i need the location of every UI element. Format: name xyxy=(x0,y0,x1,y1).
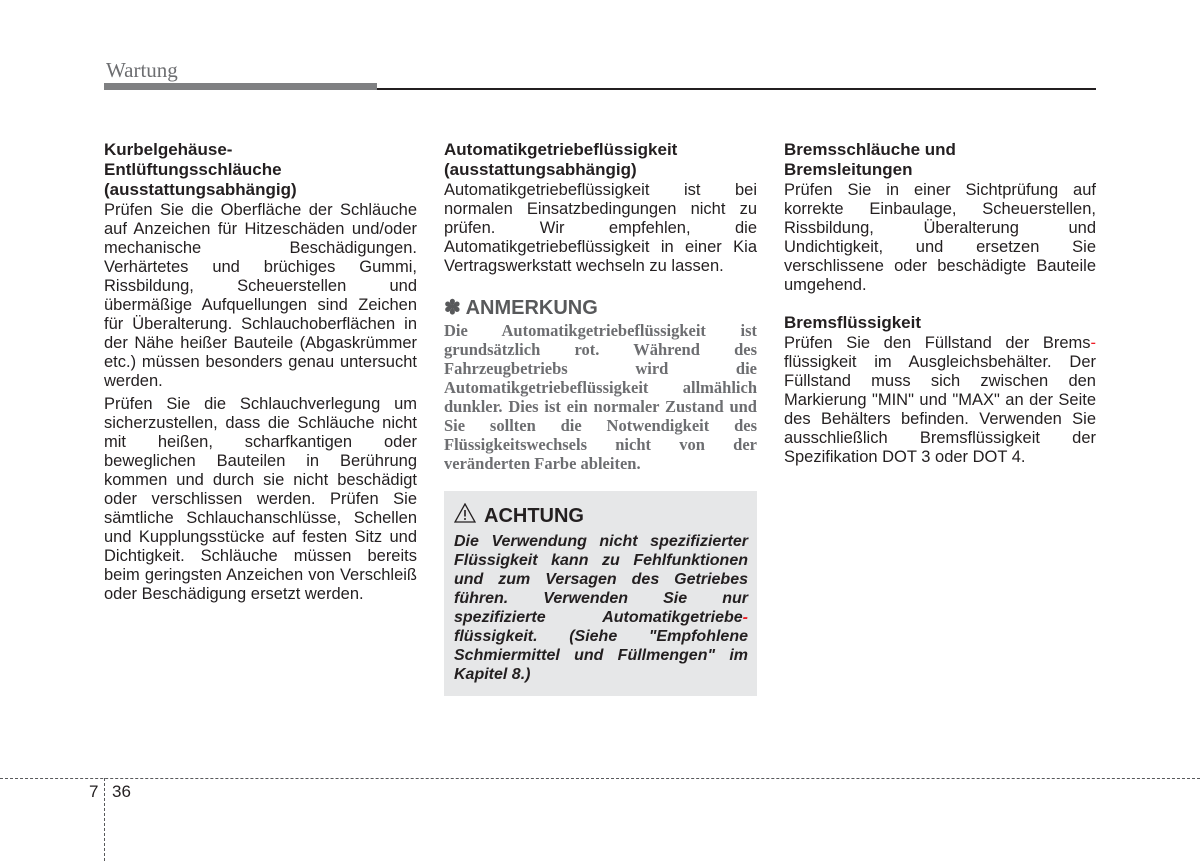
paragraph-brake-fluid: Prüfen Sie den Füllstand der Brems- flüssigkeit im Ausgleichsbehälter. Der Füllstand muss sich zwischen den Markierung "MIN" und "MAX" an der Seite des Behälters befinden. Verwenden Sie ausschließlich Bremsflüssigkeit der Spezifikation DOT 3 oder DOT 4. xyxy=(784,334,1096,466)
heading-brake-hoses: Bremsschläuche und Bremsleitungen xyxy=(784,140,956,179)
footer-dashed-divider xyxy=(104,778,105,861)
running-header: Wartung xyxy=(106,58,178,82)
caution-box xyxy=(444,491,757,696)
note-title: ✽ ANMERKUNG xyxy=(444,297,598,319)
hyphen-mark: - xyxy=(742,609,748,626)
column-1 xyxy=(104,140,417,608)
caution-body: Die Verwendung nicht spezifizierter Flüssigkeit kann zu Fehlfunktionen und zum Versagen des Getriebes führen. Verwenden Sie nur spezifizierte Automatikgetriebe- flüssigkeit. (Siehe "Empfohlene Schmiermittel und Füllmengen" im Kapitel 8.) xyxy=(454,533,748,683)
heading-crankcase-hoses: Kurbelgehäuse- Entlüftungsschläuche (ausstattungsabhängig) xyxy=(104,140,297,199)
note-body: Die Automatikgetriebeflüssigkeit ist grundsätzlich rot. Während des Fahrzeugbetriebs wird die Automatikgetriebeflüssigkeit allmählich dunkler. Dies ist ein normaler Zustand und Sie sollten die Notwendigkeit des Flüssigkeitswechsels nicht von der veränderten Farbe ableiten. xyxy=(444,321,757,473)
warning-triangle-icon xyxy=(454,503,476,528)
caution-title: ACHTUNG xyxy=(484,504,584,527)
chapter-number: 7 xyxy=(89,782,99,801)
paragraph-brake-hoses: Prüfen Sie in einer Sichtprüfung auf korrekte Einbaulage, Scheuerstellen, Rissbildung, Überalterung und Undichtigkeit, und ersetzen Sie verschlissene oder beschädigte Bauteile umgehend. xyxy=(784,181,1096,294)
heading-brake-fluid: Bremsflüssigkeit xyxy=(784,313,921,332)
heading-atf: Automatikgetriebeflüssigkeit (ausstattungsabhängig) xyxy=(444,140,678,179)
footer-dashed-rule xyxy=(0,778,1200,779)
page-number: 36 xyxy=(112,782,131,801)
paragraph-hose-surface: Prüfen Sie die Oberfläche der Schläuche auf Anzeichen für Hitzeschäden und/oder mechanische Beschädigungen. Verhärtetes und brüchiges Gummi, Rissbildung, Scheuerstellen und übermäßige Aufquellungen sind Zeichen für Überalterung. Schlauchoberflächen in der Nähe heißer Bauteile (Abgaskrümmer etc.) müssen besonders genau untersucht werden. xyxy=(104,201,417,390)
header-rule-thick xyxy=(104,83,377,90)
column-3 xyxy=(784,140,1096,471)
column-2 xyxy=(444,140,757,696)
header-rule-thin xyxy=(377,88,1096,90)
hyphen-mark: - xyxy=(1090,334,1096,352)
paragraph-hose-routing: Prüfen Sie die Schlauchverlegung um sicherzustellen, dass die Schläuche nicht mit heißen, scharfkantigen oder beweglichen Bauteilen in Berührung kommen und durch sie nicht beschädigt oder verschlissen werden. Prüfen Sie sämtliche Schlauchanschlüsse, Schellen und Kupplungsstücke auf festen Sitz und Dichtigkeit. Schläuche müssen bereits beim geringsten Anzeichen von Verschleiß oder Beschädigung ersetzt werden. xyxy=(104,395,417,603)
paragraph-atf: Automatikgetriebeflüssigkeit ist bei normalen Einsatzbedingungen nicht zu prüfen. Wir empfehlen, die Automatikgetriebeflüssigkeit in einer Kia Vertragswerkstatt wechseln zu lassen. xyxy=(444,181,757,275)
